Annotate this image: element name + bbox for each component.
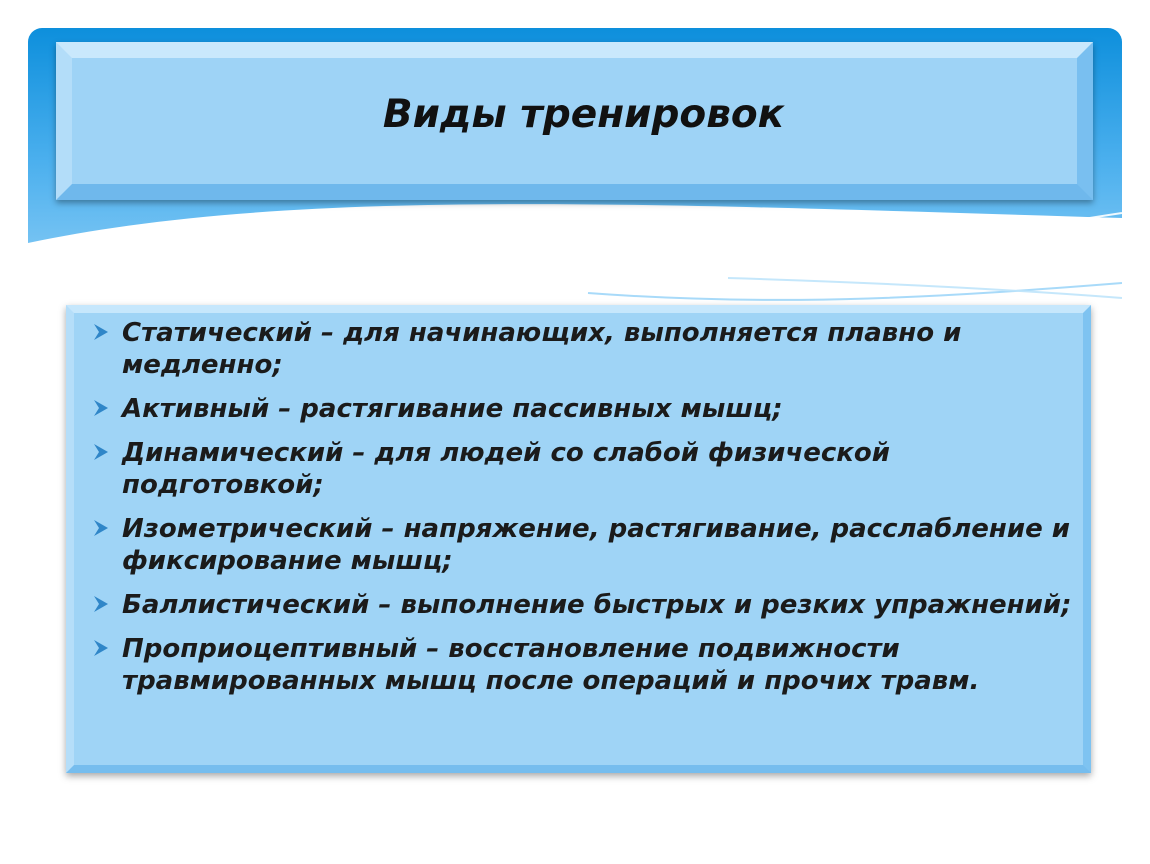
arrow-bullet-icon: [90, 441, 112, 463]
list-item: [86, 589, 1076, 621]
arrow-bullet-icon: [90, 397, 112, 419]
arrow-bullet-icon: [90, 517, 112, 539]
bullet-list: [86, 317, 1076, 709]
title-frame: [56, 42, 1093, 200]
list-item: [86, 513, 1076, 577]
list-item-text: Баллистический – выполнение быстрых и резких упражнений;: [122, 590, 1072, 620]
arrow-bullet-icon: [90, 593, 112, 615]
list-item: [86, 317, 1076, 381]
list-item-text: Динамический – для людей со слабой физической подготовкой;: [122, 438, 891, 500]
arrow-bullet-icon: [90, 321, 112, 343]
slide-title: Виды тренировок: [382, 91, 785, 137]
list-item-text: Изометрический – напряжение, растягивание, расслабление и фиксирование мышц;: [122, 514, 1070, 576]
list-item: [86, 633, 1076, 697]
list-item: [86, 437, 1076, 501]
list-item: [86, 393, 1076, 425]
content-frame: [66, 305, 1091, 773]
arrow-bullet-icon: [90, 637, 112, 659]
list-item-text: Статический – для начинающих, выполняется плавно и медленно;: [122, 318, 962, 380]
list-item-text: Проприоцептивный – восстановление подвижности травмированных мышц после операций и прочих травм.: [122, 634, 980, 696]
list-item-text: Активный – растягивание пассивных мышц;: [122, 394, 783, 424]
